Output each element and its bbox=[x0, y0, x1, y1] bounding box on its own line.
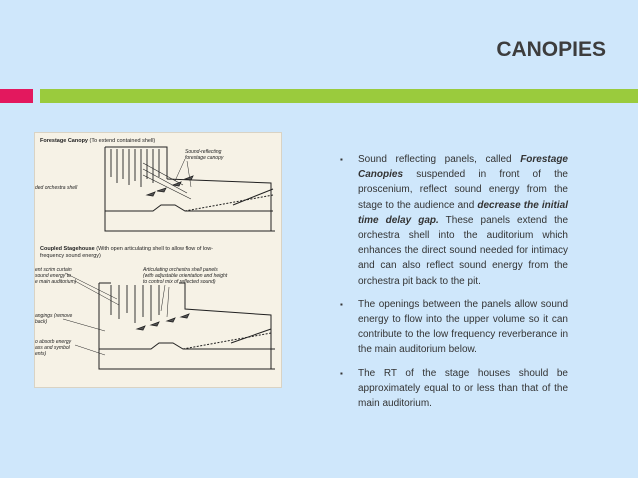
bullet-text: Sound reflecting panels, called bbox=[358, 154, 521, 165]
svg-text:Forestage Canopy (To extend co bbox=[40, 138, 155, 144]
bullet-text: The openings between the panels allow sound energy to flow into the upper volume so it can contribute to the low frequency reverberance in the main auditorium below. bbox=[358, 298, 568, 356]
label-scrim-3: e main auditorium) bbox=[35, 279, 77, 285]
label-hangings-2: back) bbox=[35, 319, 48, 325]
top-caption-rest: (To extend contained shell) bbox=[89, 138, 156, 144]
label-articulating-3: to control mix of reflected sound) bbox=[143, 279, 216, 285]
top-caption-bold: Forestage Canopy bbox=[40, 138, 88, 144]
bullet-item-rt bbox=[340, 366, 568, 412]
bullet-text: These panels extend the orchestra shell into the auditorium which enhances the direct sound needed for intimacy and can also reflect sound energy from the orchestra pit back to the pit. bbox=[358, 214, 568, 287]
bottom-caption-bold: Coupled Stagehouse bbox=[40, 246, 95, 252]
top-label-shell: ded orchestra shell bbox=[35, 185, 78, 191]
label-articulating-1: Articulating orchestra shell panels bbox=[143, 267, 218, 273]
label-absorb-1: o absorb energy bbox=[35, 339, 72, 345]
bullet-item-canopies bbox=[340, 152, 568, 289]
bottom-caption-line2: frequency sound energy) bbox=[40, 253, 101, 259]
bullet-text: The RT of the stage houses should be approximately equal to or less than that of the main auditorium. bbox=[358, 367, 568, 410]
slide-title: CANOPIES bbox=[496, 38, 606, 61]
bottom-shell-panels bbox=[111, 285, 189, 330]
top-canopy-panels bbox=[111, 149, 193, 196]
top-label-reflect-1: Sound-reflecting bbox=[185, 149, 222, 155]
bottom-caption-rest: (With open articulating shell to allow flow of low- bbox=[96, 246, 214, 252]
bullet-emphasis: Forestage Canopies bbox=[358, 154, 568, 181]
label-absorb-3: ents) bbox=[35, 351, 47, 357]
bullet-item-openings bbox=[340, 297, 568, 358]
label-scrim-1: ent scrim curtain bbox=[35, 267, 72, 273]
bullet-text: suspended in front of the proscenium, reflect sound energy from the stage to the audience and bbox=[358, 169, 568, 211]
bullet-emphasis: decrease the initial time delay gap. bbox=[358, 199, 568, 226]
accent-bar-green bbox=[40, 89, 638, 103]
label-hangings-1: angings (remove bbox=[35, 313, 73, 319]
label-scrim-2: sound energy to bbox=[35, 273, 71, 279]
label-absorb-2: ass and symbol bbox=[35, 345, 70, 351]
bullet-list bbox=[340, 152, 568, 419]
top-label-reflect-2: forestage canopy bbox=[185, 155, 224, 161]
canopy-diagram-image bbox=[34, 132, 282, 388]
label-articulating-2: (with adjustable orientation and height bbox=[143, 273, 228, 279]
svg-text:Coupled Stagehouse (With open bbox=[40, 246, 213, 252]
accent-bar-pink bbox=[0, 89, 33, 103]
